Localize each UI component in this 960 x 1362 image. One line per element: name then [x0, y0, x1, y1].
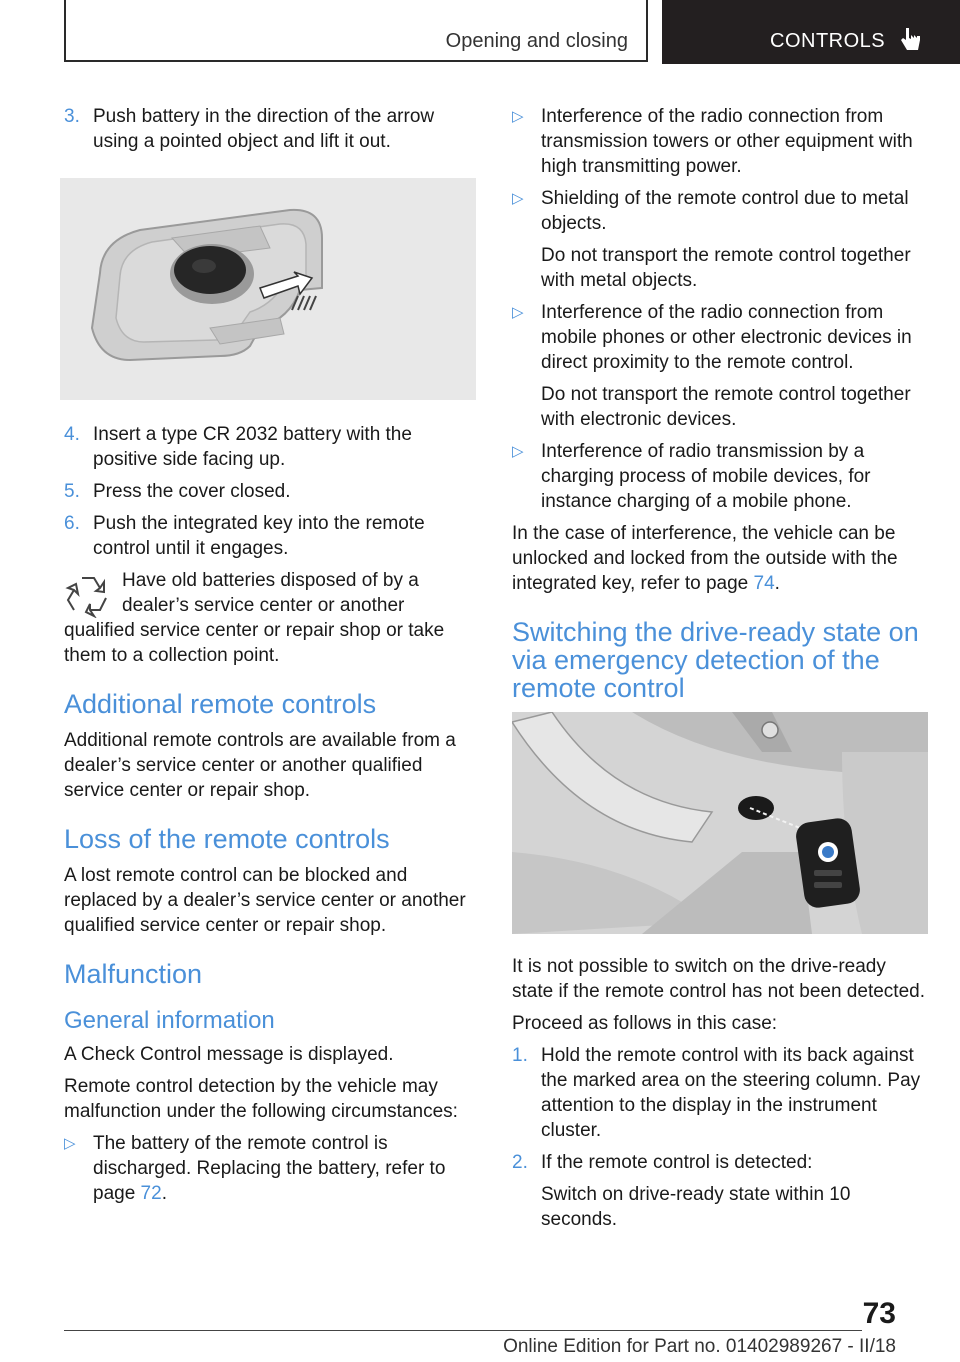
bullet-mobile-phones: [512, 300, 928, 432]
chapter-label: CONTROLS: [770, 30, 886, 52]
step-number: 3.: [64, 106, 80, 127]
step-text: Press the cover closed.: [93, 481, 291, 502]
step-3: [64, 104, 480, 154]
emergency-step-1: [512, 1043, 928, 1143]
recycling-note: [64, 568, 480, 668]
heading-additional-remote-controls: Additional remote controls: [64, 689, 377, 719]
steering-column-illustration: [512, 712, 928, 934]
paragraph-loss: A lost remote control can be blocked and replaced by a dealer’s service center or another qualified service center or repair shop.: [64, 865, 466, 936]
pointing-hand-icon: [900, 26, 922, 54]
edition-text: Online Edition for Part no. 01402989267 - II/18: [503, 1336, 896, 1357]
emergency-step-2: [512, 1150, 928, 1232]
bullet-text: The battery of the remote control is discharged. Replacing the battery, refer to page: [93, 1133, 446, 1204]
section-title: Opening and closing: [445, 30, 628, 52]
remote-key-battery-image: [60, 178, 476, 400]
bullet-text: Shielding of the remote control due to metal objects.: [541, 188, 909, 234]
page-number: 73: [862, 1297, 896, 1330]
step-text: If the remote control is detected:: [541, 1152, 813, 1173]
battery-removal-illustration: [60, 178, 476, 400]
step-subtext: Switch on drive-ready state within 10 seconds.: [541, 1184, 851, 1230]
heading-loss-remote-controls: Loss of the remote controls: [64, 824, 390, 854]
step-5: [64, 479, 480, 504]
bullet-icon: ▷: [512, 108, 524, 125]
step-text: Push battery in the direction of the arrow using a pointed object and lift it out.: [93, 106, 435, 152]
paragraph-proceed: Proceed as follows in this case:: [512, 1013, 778, 1034]
right-column: [512, 104, 928, 1239]
step-number: 6.: [64, 513, 80, 534]
paragraph-end: .: [774, 573, 780, 594]
bullet-charging-process: [512, 439, 928, 514]
bullet-subtext: Do not transport the remote control together with metal objects.: [541, 245, 911, 291]
bullet-icon: ▷: [512, 304, 524, 321]
heading-general-information: General information: [64, 1007, 275, 1034]
page-link[interactable]: 74: [753, 573, 775, 594]
step-number: 4.: [64, 424, 80, 445]
bullet-icon: ▷: [512, 443, 524, 460]
bullet-subtext: Do not transport the remote control together with electronic devices.: [541, 384, 911, 430]
paragraph-check-control: A Check Control message is displayed.: [64, 1044, 394, 1065]
step-4: [64, 422, 480, 472]
bullet-transmission-towers: [512, 104, 928, 179]
recycle-icon: [64, 572, 112, 618]
step-number: 5.: [64, 481, 80, 502]
step-text: Push the integrated key into the remote control until it engages.: [93, 513, 425, 559]
steering-column-image: [512, 712, 928, 934]
bullet-text: Interference of radio transmission by a charging process of mobile devices, for instance charging of a mobile phone.: [541, 441, 871, 512]
bullet-text: Interference of the radio connection from transmission towers or other equipment with high transmitting power.: [541, 106, 913, 177]
heading-emergency-detection: Switching the drive-ready state on via emergency detection of the remote control: [512, 617, 919, 703]
paragraph-text: In the case of interference, the vehicle can be unlocked and locked from the outside with the integrated key, refer to page: [512, 523, 898, 594]
bullet-text: Interference of the radio connection from mobile phones or other electronic devices in direct proximity to the remote control.: [541, 302, 912, 373]
footer-divider: [64, 1330, 862, 1331]
bullet-icon: ▷: [64, 1135, 76, 1152]
bullet-icon: ▷: [512, 190, 524, 207]
bullet-end: .: [161, 1183, 167, 1204]
step-text: Hold the remote control with its back against the marked area on the steering column. Pay attention to the display in the instrument cluster.: [541, 1045, 921, 1141]
step-number: 1.: [512, 1045, 528, 1066]
heading-malfunction: Malfunction: [64, 959, 203, 989]
paragraph-detection: Remote control detection by the vehicle may malfunction under the following circumstances:: [64, 1076, 458, 1122]
step-number: 2.: [512, 1152, 528, 1173]
paragraph-interference: [512, 521, 928, 596]
paragraph-not-possible: It is not possible to switch on the drive-ready state if the remote control has not been detected.: [512, 956, 925, 1002]
left-column: [64, 104, 480, 1213]
chapter-tab[interactable]: [662, 0, 960, 64]
step-text: Insert a type CR 2032 battery with the positive side facing up.: [93, 424, 412, 470]
paragraph-additional: Additional remote controls are available from a dealer’s service center or another qualified service center or repair shop.: [64, 730, 456, 801]
bullet-metal-shielding: [512, 186, 928, 293]
recycle-note-text: Have old batteries disposed of by a dealer’s service center or another qualified service center or repair shop or take them to a collection point.: [64, 570, 445, 666]
step-6: [64, 511, 480, 561]
page-link[interactable]: 72: [140, 1183, 162, 1204]
bullet-battery-discharged: [64, 1131, 480, 1206]
